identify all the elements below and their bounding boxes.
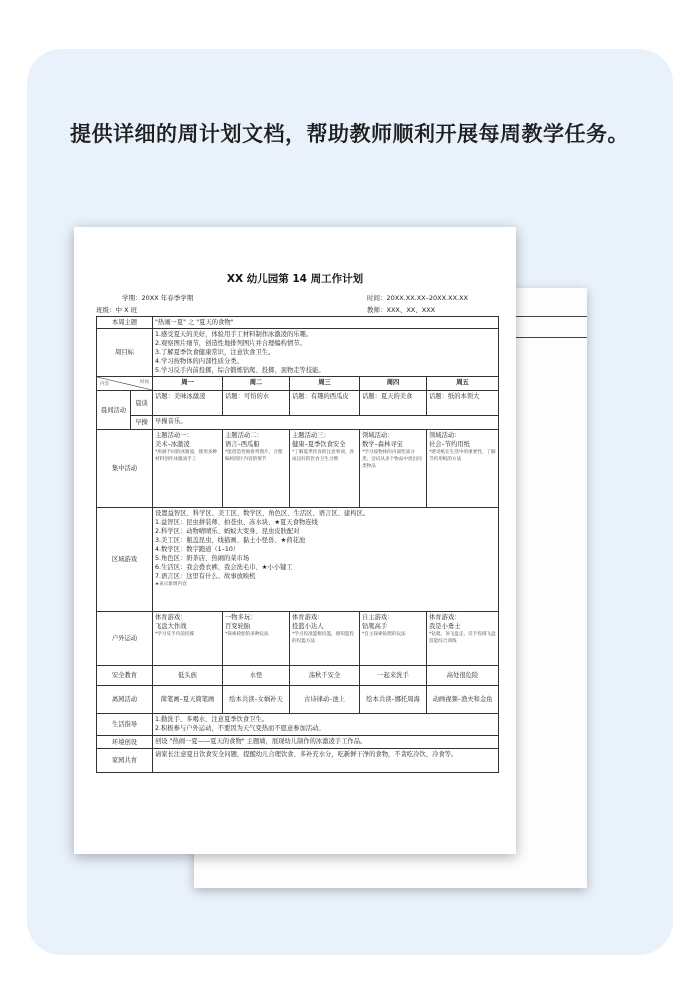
term-label: 学期：20XX 年春季学期 <box>122 294 194 302</box>
corner-time-label: 时间 <box>140 380 149 385</box>
outdoor-cell <box>153 612 223 666</box>
outdoor-label: 户外运动 <box>97 612 153 666</box>
talk-cell: 话题：有趣的西瓜皮 <box>290 391 360 416</box>
area-list <box>153 508 499 612</box>
talk-cell: 话题：夏天的美食 <box>360 391 427 416</box>
area-label: 区域游戏 <box>97 508 153 612</box>
focus-title: 领域活动： <box>429 432 461 439</box>
env-label: 环境创设 <box>97 736 153 749</box>
area-item: 2.科学区：动物晴晴乐、蚂蚁大变身、昆虫皮肤配对 <box>155 528 300 535</box>
outdoor-row <box>97 612 499 666</box>
safety-cell: 低头族 <box>153 666 223 686</box>
weekly-plan-table <box>96 316 499 773</box>
outdoor-cell <box>360 612 427 666</box>
outdoor-name: 投篮小达人 <box>292 623 324 630</box>
focus-title: 主题活动三： <box>292 432 330 439</box>
life-label: 生活指导 <box>97 714 153 736</box>
focus-row <box>97 430 499 508</box>
headline: 提供详细的周计划文档，帮助教师顺利开展每周教学任务。 <box>70 122 629 146</box>
teacher-label: 教师：XXX、XX、XXX <box>367 306 436 314</box>
day-header-row <box>97 377 499 391</box>
theme-row <box>97 317 499 329</box>
leave-label: 离园活动 <box>97 686 153 714</box>
outdoor-desc: *学习投准篮框投篮，感知篮投的投篮方法 <box>292 632 355 644</box>
theme-text: "热闹一夏" 之 "夏天的食物" <box>153 317 499 329</box>
safety-cell: 高处很危险 <box>427 666 499 686</box>
leave-cell: 绘本共读–娜托周海 <box>360 686 427 714</box>
outdoor-name: 飞盘大作战 <box>155 623 187 630</box>
outdoor-title: 体育游戏： <box>292 614 324 621</box>
env-text: 创设 "热闹一夏——夏天的食物" 主题墙，展现幼儿制作的冰激凌手工作品。 <box>153 736 499 749</box>
day-tue: 周二 <box>223 377 290 391</box>
focus-desc: *了解夏季饮食的注意事项，养成良好的饮食卫生习惯 <box>292 450 355 462</box>
outdoor-cell <box>427 612 499 666</box>
focus-cell <box>223 430 290 508</box>
focus-cell <box>360 430 427 508</box>
outdoor-cell <box>223 612 290 666</box>
outdoor-title: 体育游戏： <box>429 614 461 621</box>
talk-cell: 话题：美味冰激凌 <box>153 391 223 416</box>
outdoor-desc: *学习反手内前投掷 <box>155 632 195 637</box>
leave-cell: 动画视频–渔夫和金鱼 <box>427 686 499 714</box>
area-note: ★表示新增内容 <box>155 582 187 587</box>
morning-label: 晨间活动 <box>97 391 131 430</box>
life-row <box>97 714 499 736</box>
focus-desc: *用颜不同的冰激凌，使用多种材料创作冰激凌手工 <box>155 450 218 462</box>
corner-content-label: 内容 <box>100 382 109 387</box>
focus-title: 主题活动一： <box>155 432 193 439</box>
exercise-label: 早操 <box>131 416 153 430</box>
outdoor-name: 我是小勇士 <box>429 623 461 630</box>
focus-desc: *感受纸在生活中的重要性，了解节约用纸的方法 <box>429 450 496 462</box>
goal-item: 5.学习反手内前投掷，综合锻炼钻爬、投掷、顶物走等技能。 <box>155 367 325 374</box>
focus-name: 语言–西瓜船 <box>225 441 260 448</box>
talk-cell: 话题：纸的本领大 <box>427 391 499 416</box>
focus-name: 社会–节约用纸 <box>429 441 470 448</box>
day-fri: 周五 <box>427 377 499 391</box>
area-item: 5.角色区：奶茶店、热闹的菜市场 <box>155 555 250 562</box>
class-label: 班级：中 X 班 <box>96 306 138 314</box>
talk-label: 晨谈 <box>131 391 153 416</box>
leave-row <box>97 686 499 714</box>
home-row <box>97 749 499 773</box>
outdoor-desc: *探索轮胎的多种玩法 <box>225 632 269 637</box>
safety-cell: 荡秋千安全 <box>290 666 360 686</box>
day-mon: 周一 <box>153 377 223 391</box>
focus-name: 健康–夏季饮食安全 <box>292 441 346 448</box>
home-label: 家园共育 <box>97 749 153 773</box>
outdoor-title: 自主游戏： <box>362 614 394 621</box>
goal-item: 1.感受夏天的美好，体验用手工材料制作冰激凌的乐趣。 <box>155 331 313 338</box>
corner-cell <box>97 377 153 391</box>
goal-item: 3.了解夏季饮食健康常识，注意饮食卫生。 <box>155 349 275 356</box>
area-item: 6.生活区：我会叠衣裤、我会洗毛巾、★小小键工 <box>155 564 293 571</box>
focus-name: 美术–冰激凌 <box>155 441 190 448</box>
time-label: 时间：20XX.XX.XX–20XX.XX.XX <box>367 294 468 302</box>
outdoor-name: 钻爬高手 <box>362 623 388 630</box>
focus-desc: *学习按物体的内部性质分类，尝试从多个物品中找出同类物品 <box>362 450 422 469</box>
home-text: 请家长注意夏日饮食安全问题，提醒幼儿合理饮食、多补充水分，吃新鲜干净的食物，不贪吃冷饮、冷食等。 <box>153 749 499 773</box>
day-thu: 周四 <box>360 377 427 391</box>
focus-cell <box>290 430 360 508</box>
focus-title: 主题活动二： <box>225 432 263 439</box>
area-item: 1.益智区：昆虫拼装师、拍苍虫、冻水块、★夏天食物连线 <box>155 519 318 526</box>
doc-title: XX 幼儿园第 14 周工作计划 <box>226 273 364 285</box>
focus-cell <box>153 430 223 508</box>
focus-title: 领域活动： <box>362 432 394 439</box>
goal-item: 2.观察图片细节，创造性地排列图片并合理编构情节。 <box>155 340 306 347</box>
outdoor-desc: *自主探索钻爬的玩法 <box>362 632 406 637</box>
area-row <box>97 508 499 612</box>
morning-talk-row <box>97 391 499 416</box>
focus-desc: *能创造性地排列图片，合理编构图片内容的情节 <box>225 450 283 462</box>
leave-cell: 古诗律动–池上 <box>290 686 360 714</box>
goal-item: 4.学习按物体的内部性质分类。 <box>155 358 243 365</box>
area-item: 设置益智区、科学区、美工区、数学区、角色区、生活区、语言区、建构区。 <box>155 510 370 517</box>
focus-name: 数学–森林寻宝 <box>362 441 403 448</box>
safety-cell: 一起来洗手 <box>360 666 427 686</box>
life-list <box>153 714 499 736</box>
leave-cell: 绘本共读–女娲补天 <box>223 686 290 714</box>
env-row <box>97 736 499 749</box>
outdoor-name: 百变轮胎 <box>225 623 251 630</box>
exercise-row <box>97 416 499 430</box>
area-item: 7.语言区：这里有什么、故事放映机 <box>155 573 256 580</box>
safety-row <box>97 666 499 686</box>
front-page-preview <box>74 227 516 854</box>
focus-label: 集中活动 <box>97 430 153 508</box>
outdoor-cell <box>290 612 360 666</box>
outdoor-title: 一物多玩： <box>225 614 257 621</box>
exercise-text: 早操音乐。 <box>153 416 499 430</box>
day-wed: 周三 <box>290 377 360 391</box>
area-item: 4.数学区：数字跑道（1–10） <box>155 546 240 553</box>
life-item: 2.积极参与户外运动，不要因为天气变热而不愿意参加活动。 <box>155 725 325 732</box>
goal-label: 周目标 <box>97 329 153 377</box>
goal-list <box>153 329 499 377</box>
focus-cell <box>427 430 499 508</box>
talk-cell: 话题：可怕的水 <box>223 391 290 416</box>
theme-label: 本周主题 <box>97 317 153 329</box>
outdoor-title: 体育游戏： <box>155 614 187 621</box>
goal-row <box>97 329 499 377</box>
outdoor-desc: *钻爬、顶飞盘走、反手投掷飞盘技能综合训练 <box>429 632 496 644</box>
area-item: 3.美工区：瓶盖昆虫、线描画、黏土小怪兽、★荷花池 <box>155 537 306 544</box>
safety-cell: 水怪 <box>223 666 290 686</box>
safety-label: 安全教育 <box>97 666 153 686</box>
life-item: 1.勤洗手、多喝水，注意夏季饮食卫生。 <box>155 716 269 723</box>
leave-cell: 简笔画–夏天简笔画 <box>153 686 223 714</box>
